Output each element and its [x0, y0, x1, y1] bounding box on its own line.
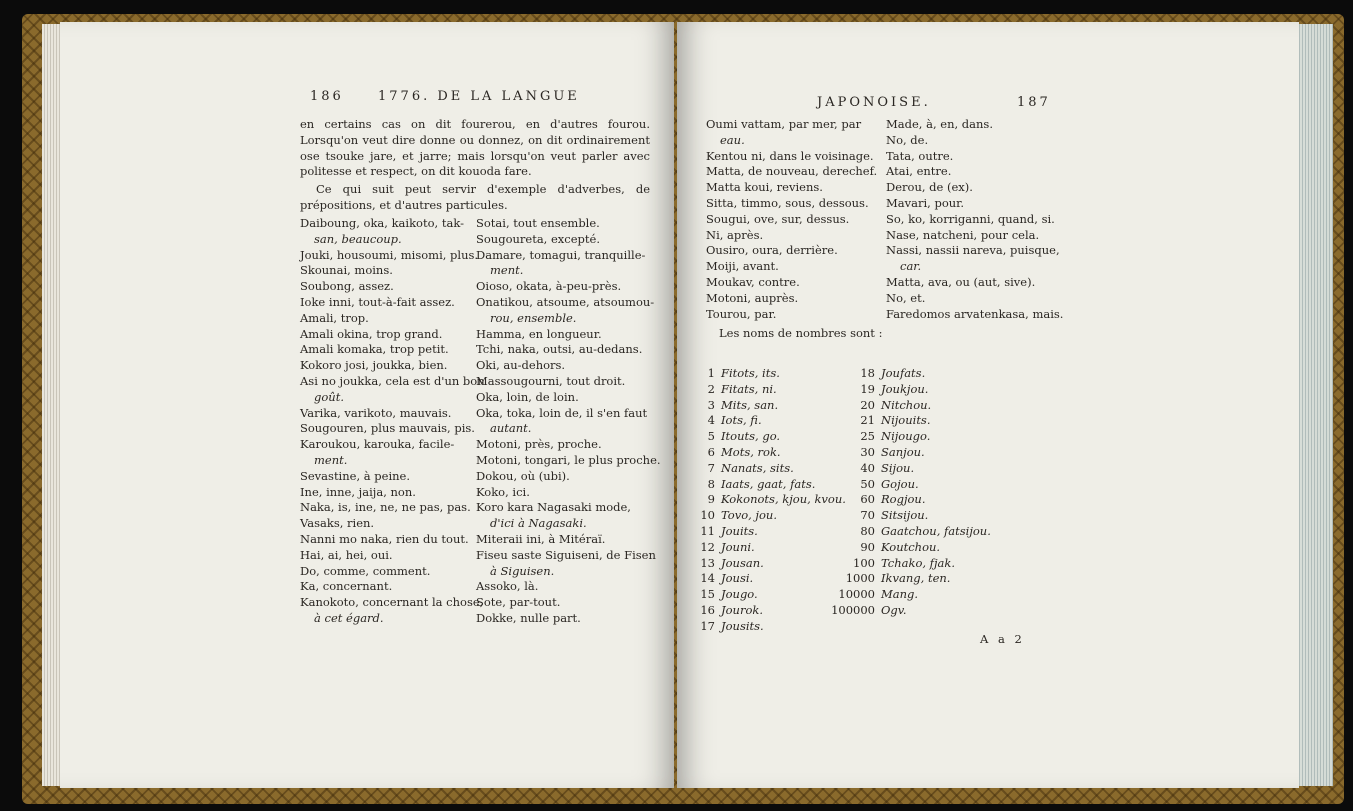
- vocabulary-entry: Miteraii ini, à Mitéraï.: [476, 531, 606, 546]
- number-word: Kokonots, kjou, kvou.: [721, 492, 846, 507]
- number-entry: [667, 461, 846, 477]
- number-entry: [825, 556, 991, 572]
- vocabulary-entry: Oioso, okata, à-peu-près.: [476, 279, 622, 294]
- number-word: Gojou.: [881, 476, 919, 491]
- number-entry: [825, 461, 991, 477]
- vocabulary-entry: Amali komaka, trop petit.: [300, 342, 449, 357]
- vocabulary-entry: Tchi, naka, outsi, au-dedans.: [476, 342, 643, 357]
- vocabulary-entry: Mavari, pour.: [886, 195, 965, 210]
- right-page: [677, 22, 1299, 788]
- vocabulary-entry: Tata, outre.: [886, 148, 954, 163]
- number-value: 18: [860, 366, 875, 380]
- vocabulary-entry: Onatikou, atsoume, atsoumou-: [476, 294, 655, 309]
- number-value: 13: [700, 555, 715, 570]
- vocabulary-entry: Matta koui, reviens.: [706, 180, 823, 195]
- number-word: Tchako, fjak.: [881, 555, 955, 570]
- number-word: Ikvang, ten.: [881, 571, 951, 586]
- number-word: Sanjou.: [881, 444, 925, 459]
- vocabulary-entry: Sotai, tout ensemble.: [476, 216, 600, 230]
- vocabulary-column-2: [476, 216, 661, 627]
- number-entry: [667, 413, 846, 429]
- number-value: 21: [860, 413, 875, 428]
- vocabulary-entry: Damare, tomagui, tranquille-: [476, 247, 646, 262]
- number-word: Mang.: [881, 587, 919, 602]
- vocabulary-entry: eau.: [720, 132, 745, 147]
- vocabulary-entry: Koro kara Nagasaki mode,: [476, 500, 631, 515]
- vocabulary-entry: Fiseu saste Siguiseni, de Fisen: [476, 547, 656, 562]
- vocabulary-entry: So, ko, korriganni, quand, si.: [886, 211, 1055, 226]
- number-value: 100: [853, 555, 875, 570]
- number-value: 30: [860, 444, 875, 459]
- number-value: 19: [860, 381, 875, 396]
- vocabulary-entry: d'ici à Nagasaki.: [490, 516, 587, 531]
- running-head: 1776. DE LA LANGUE: [378, 89, 580, 104]
- intro-paragraph: en certains cas on dit fourerou, en d'autres fourou. Lorsqu'on veut dire donne ou donnez, on dit ordinairement ose tsouke jare, et jarre; mais lorsqu'on veut parler avec politesse et respect, on dit kouoda fare.: [300, 117, 650, 179]
- number-word: Sitsijou.: [881, 508, 929, 523]
- vocabulary-entry: Assoko, là.: [476, 579, 539, 594]
- vocabulary-entry: Nanni mo naka, rien du tout.: [300, 531, 469, 546]
- vocabulary-entry: Nassi, nassii nareva, puisque,: [886, 243, 1060, 258]
- number-value: 7: [707, 460, 715, 475]
- numbers-column-2: [825, 366, 991, 619]
- number-value: 70: [860, 508, 875, 523]
- number-entry: [825, 571, 991, 587]
- vocabulary-entry: Moukav, contre.: [706, 274, 800, 289]
- vocabulary-entry: Sougouren, plus mauvais, pis.: [300, 421, 475, 436]
- vocabulary-entry: à Siguisen.: [490, 563, 555, 578]
- number-entry: [667, 587, 846, 603]
- vocabulary-entry: Vasaks, rien.: [300, 516, 375, 531]
- vocabulary-entry: à cet égard.: [314, 610, 384, 625]
- vocabulary-entry: Motoni, auprès.: [706, 290, 799, 305]
- vocabulary-entry: Oka, loin, de loin.: [476, 389, 579, 404]
- number-word: Fitats, ni.: [721, 381, 777, 396]
- number-value: 10000: [838, 587, 875, 602]
- number-entry: [825, 445, 991, 461]
- vocabulary-entry: san, beaucoup.: [314, 231, 402, 246]
- number-word: Koutchou.: [881, 539, 941, 554]
- number-entry: [667, 619, 846, 635]
- vocabulary-entry: Hamma, en longueur.: [476, 326, 602, 341]
- vocabulary-entry: Matta, de nouveau, derechef.: [706, 164, 878, 179]
- number-entry: [667, 603, 846, 619]
- vocabulary-entry: Tourou, par.: [706, 306, 777, 321]
- number-value: 80: [860, 523, 875, 538]
- number-value: 1000: [845, 571, 875, 586]
- number-word: Tovo, jou.: [721, 508, 777, 523]
- number-value: 2: [707, 381, 715, 396]
- number-entry: [667, 398, 846, 414]
- vocabulary-entry: Skounai, moins.: [300, 263, 393, 278]
- number-word: Iaats, gaat, fats.: [721, 476, 816, 491]
- number-value: 25: [860, 429, 875, 444]
- vocabulary-entry: Ousiro, oura, derrière.: [706, 243, 838, 258]
- number-entry: [825, 366, 991, 382]
- intro-paragraph-2: Ce qui suit peut servir d'exemple d'adverbes, de prépositions, et d'autres particules.: [300, 182, 650, 212]
- number-word: Nijouits.: [881, 413, 931, 428]
- number-value: 100000: [831, 602, 875, 617]
- vocabulary-entry: Koko, ici.: [476, 484, 530, 499]
- vocabulary-entry: Karoukou, karouka, facile-: [300, 437, 455, 452]
- number-value: 20: [860, 397, 875, 412]
- vocabulary-entry: Oumi vattam, par mer, par: [706, 117, 862, 131]
- vocabulary-entry: Jouki, housoumi, misomi, plus.: [300, 247, 479, 262]
- number-value: 3: [707, 397, 715, 412]
- number-word: Sijou.: [881, 460, 915, 475]
- number-word: Joukjou.: [881, 381, 929, 396]
- number-value: 50: [860, 476, 875, 491]
- number-word: Fitots, its.: [721, 366, 780, 380]
- vocabulary-entry: No, et.: [886, 290, 926, 305]
- vocabulary-entry: Ine, inne, jaija, non.: [300, 484, 416, 499]
- number-entry: [667, 429, 846, 445]
- number-word: Nitchou.: [881, 397, 932, 412]
- number-entry: [825, 603, 991, 619]
- number-entry: [825, 413, 991, 429]
- vocabulary-entry: Kanokoto, concernant la chose,: [300, 595, 484, 610]
- left-page: [60, 22, 674, 788]
- vocabulary-entry: Amali, trop.: [300, 310, 369, 325]
- number-word: Gaatchou, fatsijou.: [881, 523, 991, 538]
- vocabulary-entry: Motoni, près, proche.: [476, 437, 602, 452]
- running-head: JAPONOISE.: [817, 95, 931, 110]
- vocabulary-entry: ment.: [314, 452, 348, 467]
- number-value: 9: [707, 492, 715, 507]
- vocabulary-entry: Varika, varikoto, mauvais.: [300, 405, 452, 420]
- number-value: 4: [707, 413, 715, 428]
- vocabulary-entry: Do, comme, comment.: [300, 563, 431, 578]
- number-entry: [667, 477, 846, 493]
- number-value: 16: [700, 602, 715, 617]
- number-value: 6: [707, 444, 715, 459]
- number-word: Jouits.: [721, 523, 758, 538]
- number-entry: [667, 492, 846, 508]
- number-entry: [667, 524, 846, 540]
- vocabulary-entry: Ioke inni, tout-à-fait assez.: [300, 294, 455, 309]
- vocabulary-entry: No, de.: [886, 132, 929, 147]
- number-value: 40: [860, 460, 875, 475]
- number-word: Jouni.: [721, 539, 755, 554]
- number-value: 90: [860, 539, 875, 554]
- vocabulary-entry: Hai, ai, hei, oui.: [300, 547, 393, 562]
- number-entry: [825, 508, 991, 524]
- number-word: Ogv.: [881, 602, 907, 617]
- number-word: Jougo.: [721, 587, 758, 602]
- vocabulary-entry: Sitta, timmo, sous, dessous.: [706, 195, 869, 210]
- number-word: Iots, fi.: [721, 413, 762, 428]
- number-word: Nijougo.: [881, 429, 931, 444]
- number-entry: [825, 587, 991, 603]
- number-value: 12: [700, 539, 715, 554]
- vocabulary-entry: goût.: [314, 389, 344, 404]
- number-entry: [825, 492, 991, 508]
- number-value: 8: [707, 476, 715, 491]
- number-entry: [825, 524, 991, 540]
- vocabulary-entry: Ka, concernant.: [300, 579, 393, 594]
- vocabulary-entry: Ni, après.: [706, 227, 764, 242]
- number-word: Rogjou.: [881, 492, 926, 507]
- number-entry: [825, 477, 991, 493]
- number-word: Itouts, go.: [721, 429, 781, 444]
- vocabulary-entry: ment.: [490, 263, 524, 278]
- vocabulary-entry: Oka, toka, loin de, il s'en faut: [476, 405, 648, 420]
- number-entry: [667, 571, 846, 587]
- number-value: 11: [700, 523, 715, 538]
- vocabulary-entry: car.: [900, 259, 922, 274]
- vocabulary-column-1: [300, 216, 485, 627]
- number-entry: [667, 540, 846, 556]
- number-value: 10: [700, 508, 715, 523]
- page-number: 187: [1017, 95, 1051, 110]
- vocabulary-entry: Sougui, ove, sur, dessus.: [706, 211, 850, 226]
- vocabulary-entry: Dokke, nulle part.: [476, 610, 581, 625]
- number-word: Mots, rok.: [721, 444, 781, 459]
- number-word: Mits, san.: [721, 397, 779, 412]
- number-entry: [667, 508, 846, 524]
- vocabulary-entry: Moiji, avant.: [706, 259, 779, 274]
- number-value: 14: [700, 571, 715, 586]
- number-entry: [825, 382, 991, 398]
- vocabulary-entry: Naka, is, ine, ne, ne pas, pas.: [300, 500, 471, 515]
- vocabulary-entry: Kokoro josi, joukka, bien.: [300, 358, 448, 373]
- vocabulary-entry: Atai, entre.: [886, 164, 952, 179]
- vocabulary-entry: Dokou, où (ubi).: [476, 468, 570, 483]
- number-word: Joufats.: [881, 366, 926, 380]
- number-entry: [667, 556, 846, 572]
- vocabulary-entry: rou, ensemble.: [490, 310, 577, 325]
- numbers-column-1: [667, 366, 846, 635]
- vocabulary-entry: Derou, de (ex).: [886, 180, 973, 195]
- vocabulary-entry: Asi no joukka, cela est d'un bon: [300, 373, 485, 388]
- vocabulary-entry: Motoni, tongari, le plus proche.: [476, 452, 661, 467]
- number-value: 5: [707, 429, 715, 444]
- vocabulary-entry: Amali okina, trop grand.: [300, 326, 443, 341]
- number-entry: [825, 540, 991, 556]
- vocabulary-entry: Made, à, en, dans.: [886, 117, 993, 131]
- vocabulary-entry: Faredomos arvatenkasa, mais.: [886, 306, 1064, 321]
- number-entry: [667, 382, 846, 398]
- vocabulary-entry: Daiboung, oka, kaikoto, tak-: [300, 216, 464, 230]
- vocabulary-entry: Sevastine, à peine.: [300, 468, 410, 483]
- vocabulary-entry: Soubong, assez.: [300, 279, 394, 294]
- number-word: Jousan.: [721, 555, 764, 570]
- vocabulary-column-1: [706, 117, 877, 322]
- number-word: Jousi.: [721, 571, 754, 586]
- vocabulary-entry: Oki, au-dehors.: [476, 358, 566, 373]
- number-word: Jousits.: [721, 618, 764, 633]
- number-value: 60: [860, 492, 875, 507]
- vocabulary-entry: Sougoureta, excepté.: [476, 231, 600, 246]
- number-value: 17: [700, 618, 715, 633]
- number-entry: [825, 429, 991, 445]
- numbers-heading: Les noms de nombres sont :: [719, 326, 883, 340]
- vocabulary-entry: Matta, ava, ou (aut, sive).: [886, 274, 1036, 289]
- vocabulary-entry: Kentou ni, dans le voisinage.: [706, 148, 874, 163]
- number-entry: [667, 445, 846, 461]
- number-entry: [667, 366, 846, 382]
- page-number: 186: [310, 89, 344, 104]
- number-word: Nanats, sits.: [721, 460, 794, 475]
- number-value: 1: [707, 366, 715, 380]
- vocabulary-entry: Massougourni, tout droit.: [476, 373, 626, 388]
- vocabulary-entry: autant.: [490, 421, 532, 436]
- vocabulary-entry: Nase, natcheni, pour cela.: [886, 227, 1040, 242]
- vocabulary-column-2: [886, 117, 1063, 322]
- number-value: 15: [700, 587, 715, 602]
- signature-mark: A a 2: [980, 632, 1025, 646]
- number-word: Jourok.: [721, 602, 763, 617]
- number-entry: [825, 398, 991, 414]
- vocabulary-entry: Sote, par-tout.: [476, 595, 561, 610]
